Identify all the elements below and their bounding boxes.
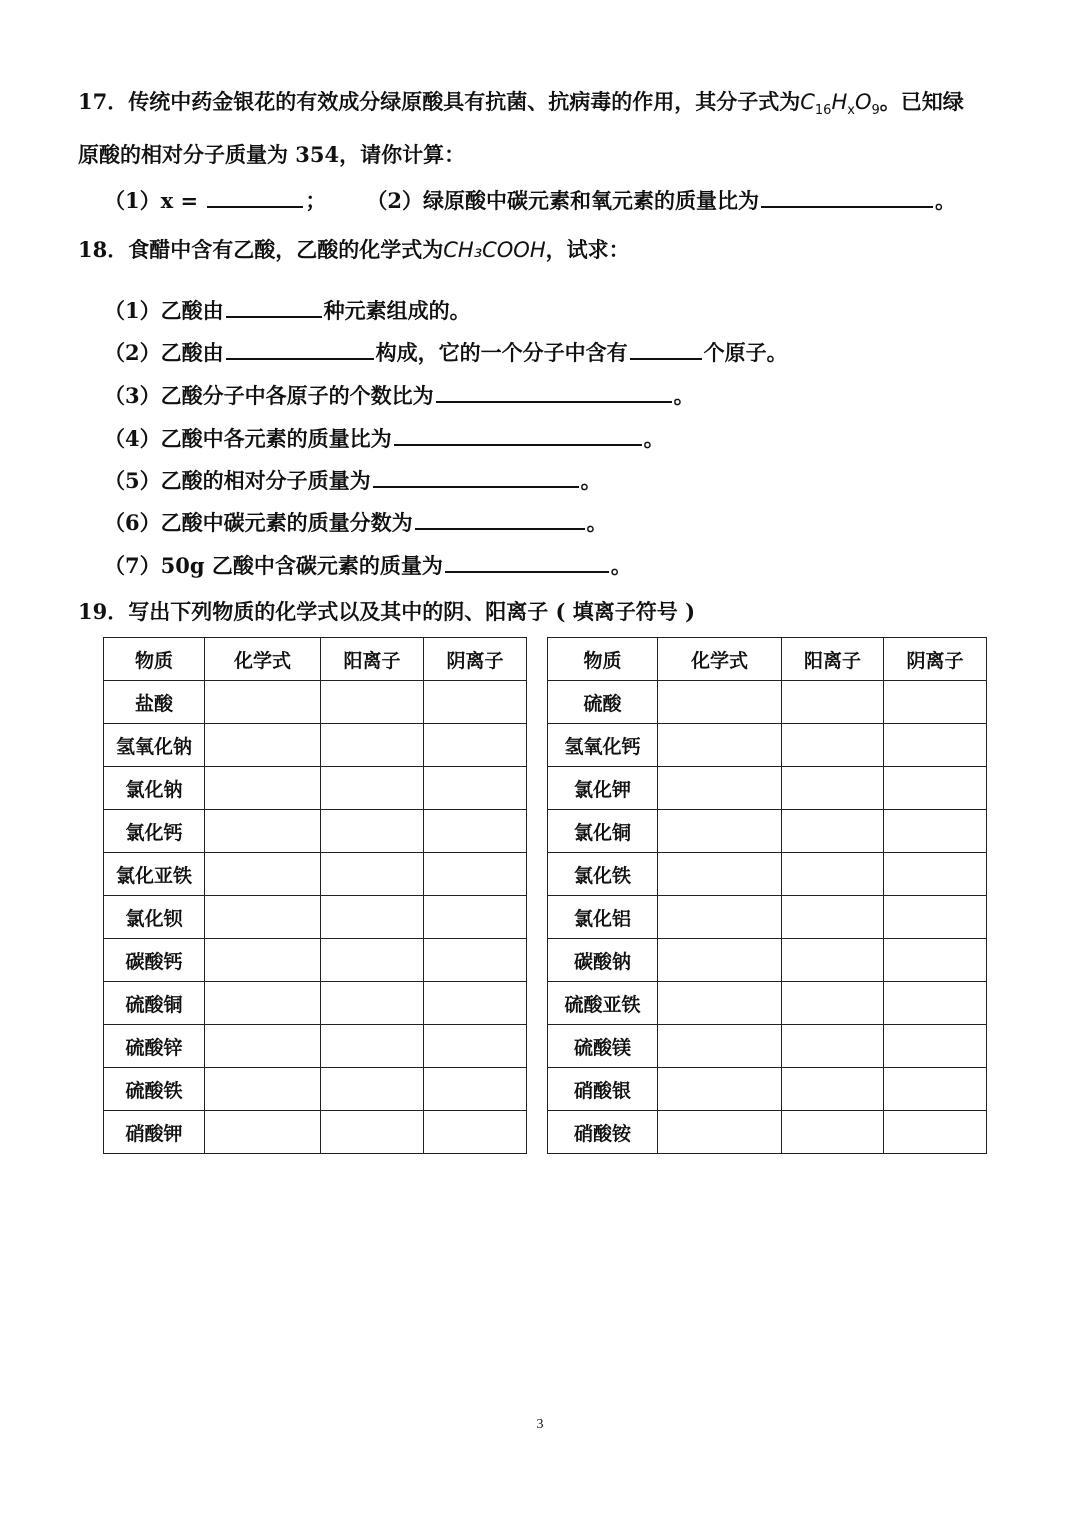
q17-sub2-answer-blank[interactable] (761, 186, 933, 208)
cation-cell[interactable] (321, 896, 424, 939)
substance-name: 碳酸钙 (104, 939, 205, 982)
formula-cell[interactable] (205, 1025, 321, 1068)
table-row (548, 767, 987, 810)
substance-name: 氯化铁 (548, 853, 658, 896)
substance-name: 氯化钡 (104, 896, 205, 939)
table-row (104, 724, 527, 767)
substance-name: 硫酸铁 (104, 1068, 205, 1111)
substance-name: 碳酸钠 (548, 939, 658, 982)
table-row (548, 896, 987, 939)
page-number: 3 (536, 1417, 544, 1432)
q18-part5: （5）乙酸的相对分子质量为 。 (104, 468, 602, 493)
formula-cell[interactable] (205, 681, 321, 724)
substance-name: 氯化钙 (104, 810, 205, 853)
header-cation: 阳离子 (782, 638, 884, 681)
cation-cell[interactable] (782, 1111, 884, 1154)
table-row (104, 1111, 527, 1154)
anion-cell[interactable] (424, 724, 527, 767)
anion-cell[interactable] (884, 681, 987, 724)
cation-cell[interactable] (782, 767, 884, 810)
cation-cell[interactable] (321, 1111, 424, 1154)
table-row (104, 681, 527, 724)
q17-stem-prefix: 17．传统中药金银花的有效成分绿原酸具有抗菌、抗病毒的作用，其分子式为 (78, 89, 801, 114)
formula-cell[interactable] (658, 1025, 782, 1068)
cation-cell[interactable] (321, 1025, 424, 1068)
formula-cell[interactable] (658, 681, 782, 724)
table-row (548, 681, 987, 724)
header-formula: 化学式 (658, 638, 782, 681)
anion-cell[interactable] (424, 810, 527, 853)
table-row (104, 810, 527, 853)
q18-part2-blank-a[interactable] (226, 338, 374, 360)
q18-part1-blank[interactable] (226, 296, 322, 318)
formula-cell[interactable] (658, 767, 782, 810)
q18-formula: CH₃COOH (443, 238, 546, 262)
substance-name: 硫酸镁 (548, 1025, 658, 1068)
table-row (104, 1025, 527, 1068)
anion-cell[interactable] (884, 1111, 987, 1154)
q17-sub1-label: （1）x = (104, 188, 199, 213)
q17-sub2-label: （2）绿原酸中碳元素和氧元素的质量比为 (366, 188, 759, 213)
substance-name: 氯化亚铁 (104, 853, 205, 896)
q18-part2: （2）乙酸由 构成，它的一个分子中含有 个原子。 (104, 340, 788, 365)
formula-cell[interactable] (205, 982, 321, 1025)
header-substance: 物质 (104, 638, 205, 681)
q18-part4: （4）乙酸中各元素的质量比为 。 (104, 426, 665, 451)
q18-part5-blank[interactable] (373, 466, 579, 488)
anion-cell[interactable] (424, 767, 527, 810)
cation-cell[interactable] (321, 982, 424, 1025)
cation-cell[interactable] (782, 1068, 884, 1111)
cation-cell[interactable] (782, 724, 884, 767)
header-formula: 化学式 (205, 638, 321, 681)
formula-cell[interactable] (205, 810, 321, 853)
anion-cell[interactable] (884, 853, 987, 896)
cation-cell[interactable] (321, 1068, 424, 1111)
table-row (548, 1068, 987, 1111)
q18-stem: 18．食醋中含有乙酸，乙酸的化学式为CH₃COOH，试求： (78, 237, 630, 262)
cation-cell[interactable] (321, 681, 424, 724)
table-row (104, 939, 527, 982)
cation-cell[interactable] (321, 939, 424, 982)
table-row (104, 767, 527, 810)
substance-name: 氯化铝 (548, 896, 658, 939)
formula-cell[interactable] (658, 1068, 782, 1111)
substance-name: 氯化钠 (104, 767, 205, 810)
cation-cell[interactable] (782, 896, 884, 939)
cation-cell[interactable] (321, 810, 424, 853)
formula-cell[interactable] (658, 724, 782, 767)
table-row (548, 939, 987, 982)
table-row (548, 1025, 987, 1068)
anion-cell[interactable] (884, 1025, 987, 1068)
q17-line2: 原酸的相对分子质量为 354，请你计算： (78, 142, 466, 167)
cation-cell[interactable] (782, 1025, 884, 1068)
substance-name: 硝酸钾 (104, 1111, 205, 1154)
q18-part4-blank[interactable] (394, 424, 642, 446)
header-anion: 阴离子 (884, 638, 987, 681)
formula-cell[interactable] (658, 896, 782, 939)
q18-part1: （1）乙酸由 种元素组成的。 (104, 298, 471, 323)
q18-part2-blank-b[interactable] (630, 338, 702, 360)
substance-name: 硫酸亚铁 (548, 982, 658, 1025)
anion-cell[interactable] (424, 982, 527, 1025)
formula-cell[interactable] (205, 1111, 321, 1154)
anion-cell[interactable] (884, 939, 987, 982)
substance-name: 盐酸 (104, 681, 205, 724)
table-row (548, 982, 987, 1025)
formula-cell[interactable] (205, 724, 321, 767)
table-row (548, 1111, 987, 1154)
q18-part3: （3）乙酸分子中各原子的个数比为 。 (104, 383, 695, 408)
anion-cell[interactable] (424, 1025, 527, 1068)
anion-cell[interactable] (424, 896, 527, 939)
formula-cell[interactable] (658, 982, 782, 1025)
formula-cell[interactable] (658, 810, 782, 853)
substance-name: 硫酸锌 (104, 1025, 205, 1068)
anion-cell[interactable] (424, 939, 527, 982)
formula-cell[interactable] (205, 939, 321, 982)
q17-sub1-answer-blank[interactable] (207, 186, 303, 208)
cation-cell[interactable] (321, 767, 424, 810)
cation-cell[interactable] (782, 681, 884, 724)
table-row (548, 724, 987, 767)
ion-table-right (547, 637, 987, 1154)
anion-cell[interactable] (884, 767, 987, 810)
table-row (548, 810, 987, 853)
header-anion: 阴离子 (424, 638, 527, 681)
q18-part6-blank[interactable] (415, 508, 585, 530)
anion-cell[interactable] (424, 681, 527, 724)
q18-part7: （7）50g 乙酸中含碳元素的质量为 。 (104, 553, 632, 578)
cation-cell[interactable] (321, 853, 424, 896)
substance-name: 氯化铜 (548, 810, 658, 853)
formula-cell[interactable] (205, 896, 321, 939)
q18-part3-blank[interactable] (436, 381, 672, 403)
table-header-row (104, 638, 527, 681)
anion-cell[interactable] (884, 1068, 987, 1111)
formula-cell[interactable] (205, 853, 321, 896)
q17-formula: $C_{16}H_xO_9$ (800, 90, 880, 119)
cation-cell[interactable] (782, 939, 884, 982)
table-header-row (548, 638, 987, 681)
formula-cell[interactable] (658, 1111, 782, 1154)
cation-cell[interactable] (321, 724, 424, 767)
cation-cell[interactable] (782, 810, 884, 853)
formula-cell[interactable] (205, 1068, 321, 1111)
cation-cell[interactable] (782, 982, 884, 1025)
anion-cell[interactable] (424, 1111, 527, 1154)
q19-stem: 19．写出下列物质的化学式以及其中的阴、阳离子 ( 填离子符号 ) (78, 599, 696, 624)
formula-cell[interactable] (205, 767, 321, 810)
formula-cell[interactable] (658, 853, 782, 896)
anion-cell[interactable] (424, 1068, 527, 1111)
formula-cell[interactable] (658, 939, 782, 982)
header-substance: 物质 (548, 638, 658, 681)
q18-part6: （6）乙酸中碳元素的质量分数为 。 (104, 510, 608, 535)
substance-name: 硝酸铵 (548, 1111, 658, 1154)
substance-name: 氯化钾 (548, 767, 658, 810)
substance-name: 氢氧化钙 (548, 724, 658, 767)
header-cation: 阳离子 (321, 638, 424, 681)
q17-line1 (78, 88, 964, 125)
substance-name: 硫酸铜 (104, 982, 205, 1025)
substance-name: 硝酸银 (548, 1068, 658, 1111)
table-row (548, 853, 987, 896)
ion-table-left (103, 637, 527, 1154)
anion-cell[interactable] (424, 853, 527, 896)
q17-stem-suffix: 。已知绿 (879, 89, 964, 114)
cation-cell[interactable] (782, 853, 884, 896)
table-row (104, 1068, 527, 1111)
table-row (104, 982, 527, 1025)
anion-cell[interactable] (884, 982, 987, 1025)
anion-cell[interactable] (884, 896, 987, 939)
table-row (104, 853, 527, 896)
q18-part7-blank[interactable] (445, 551, 609, 573)
table-row (104, 896, 527, 939)
anion-cell[interactable] (884, 810, 987, 853)
anion-cell[interactable] (884, 724, 987, 767)
q17-subquestions: （1）x = ； （2）绿原酸中碳元素和氧元素的质量比为 。 (104, 188, 956, 213)
substance-name: 硫酸 (548, 681, 658, 724)
substance-name: 氢氧化钠 (104, 724, 205, 767)
